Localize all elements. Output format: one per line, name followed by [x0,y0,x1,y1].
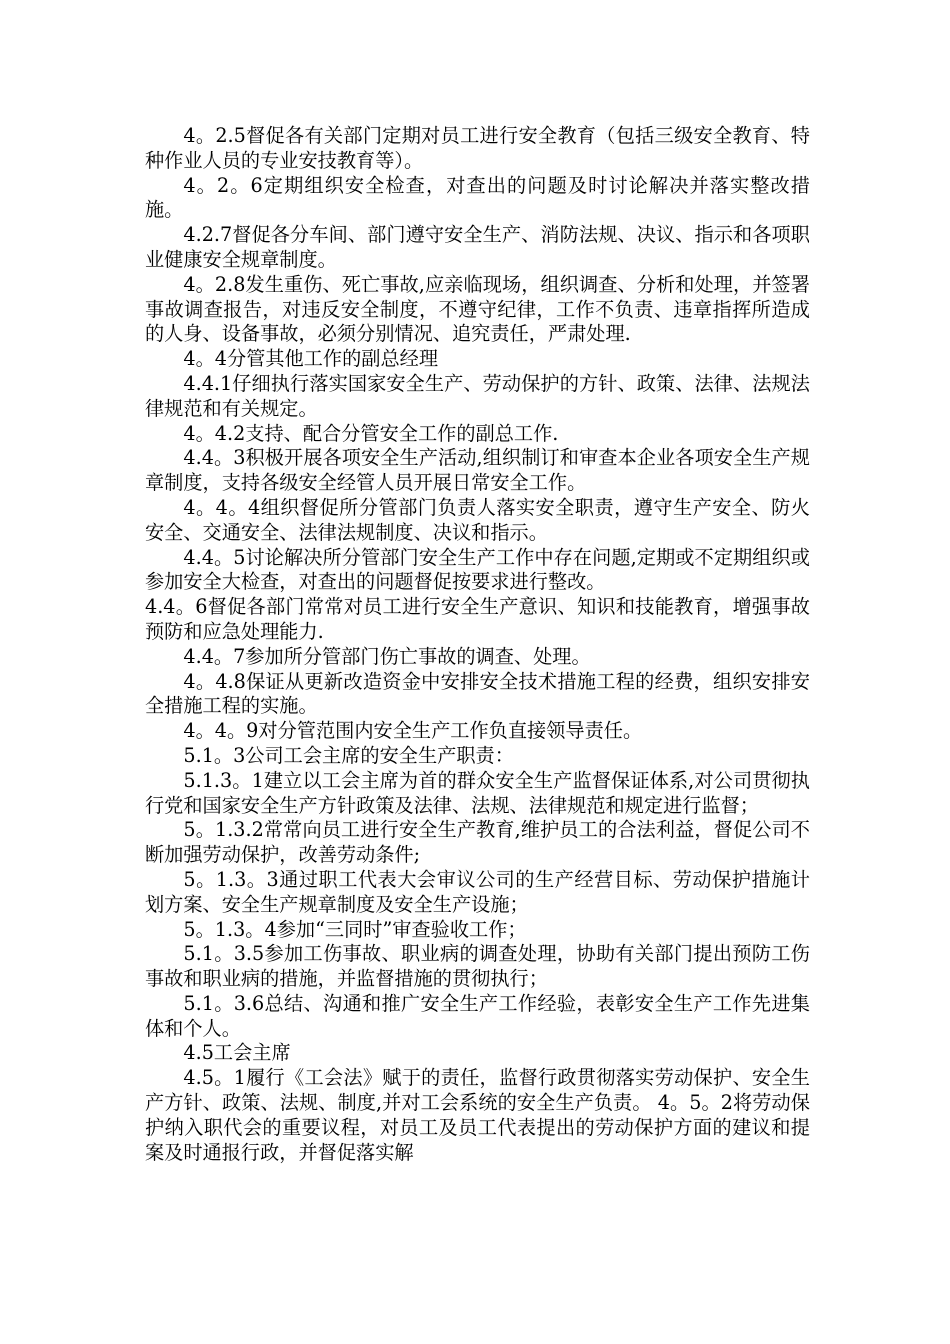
paragraph: 4。4.2支持、配合分管安全工作的副总工作. [183,421,559,445]
paragraph: 5。1.3。4参加“三同时”审查验收工作； [183,917,527,941]
paragraph: 4。2.5督促各有关部门定期对员工进行安全教育（包括三级安全教育、特种作业人员的专业安技教育等）。 [145,124,810,172]
paragraph: 5.1.3。1建立以工会主席为首的群众安全生产监督保证体系,对公司贯彻执行党和国家安全生产方针政策及法律、法规、法律规范和规定进行监督； [145,768,810,817]
section-heading: 5.1。3公司工会主席的安全生产职责： [183,743,514,767]
document-body [145,124,810,1165]
paragraph: 4。4。4组织督促所分管部门负责人落实安全职责，遵守生产安全、防火安全、交通安全、法律法规制度、决议和指示。 [145,495,810,544]
paragraph: 5.1。3.6总结、沟通和推广安全生产工作经验，表彰安全生产工作先进集体和个人。 [145,991,810,1040]
paragraph: 4。4。9对分管范围内安全生产工作负直接领导责任。 [183,719,643,743]
paragraph: 4.4。5讨论解决所分管部门安全生产工作中存在问题,定期或不定期组织或参加安全大检查，对查出的问题督促按要求进行整改。 [145,545,810,594]
paragraph: 4。2。6定期组织安全检查，对查出的问题及时讨论解决并落实整改措施。 [145,173,810,222]
paragraph: 4.4.1仔细执行落实国家安全生产、劳动保护的方针、政策、法律、法规法律规范和有关规定。 [145,371,810,420]
paragraph: 5。1.3.2常常向员工进行安全生产教育,维护员工的合法利益，督促公司不断加强劳动保护，改善劳动条件; [145,818,810,867]
paragraph: 4。4.8保证从更新改造资金中安排安全技术措施工程的经费，组织安排安全措施工程的实施。 [145,669,810,718]
section-heading: 4.5工会主席 [183,1041,291,1065]
paragraph: 4.4。7参加所分管部门伤亡事故的调查、处理。 [183,644,591,668]
paragraph: 5。1.3。3通过职工代表大会审议公司的生产经营目标、劳动保护措施计划方案、安全生产规章制度及安全生产设施； [145,867,810,916]
paragraph: 4.4。6督促各部门常常对员工进行安全生产意识、知识和技能教育，增强事故预防和应急处理能力. [145,595,810,643]
paragraph: 4。2.8发生重伤、死亡事故,应亲临现场，组织调查、分析和处理，并签署事故调查报告，对违反安全制度，不遵守纪律，工作不负责、违章指挥所造成的人身、设备事故，必须分别情况、追究责任，严肃处理. [145,272,810,346]
paragraph: 5.1。3.5参加工伤事故、职业病的调查处理，协助有关部门提出预防工伤事故和职业病的措施，并监督措施的贯彻执行； [145,942,810,991]
section-heading: 4。4分管其他工作的副总经理 [183,347,439,371]
paragraph: 4.2.7督促各分车间、部门遵守安全生产、消防法规、决议、指示和各项职业健康安全规章制度。 [145,223,810,271]
paragraph: 4.4。3积极开展各项安全生产活动,组织制订和审查本企业各项安全生产规章制度，支持各级安全经管人员开展日常安全工作。 [145,446,810,495]
paragraph: 4.5。1履行《工会法》赋于的责任，监督行政贯彻落实劳动保护、安全生产方针、政策、法规、制度,并对工会系统的安全生产负责。 4。5。2将劳动保护纳入职代会的重要议程，对员工及员工代表提出的劳动保护方面的建议和提案及时通报行政，并督促落实解 [145,1066,810,1164]
